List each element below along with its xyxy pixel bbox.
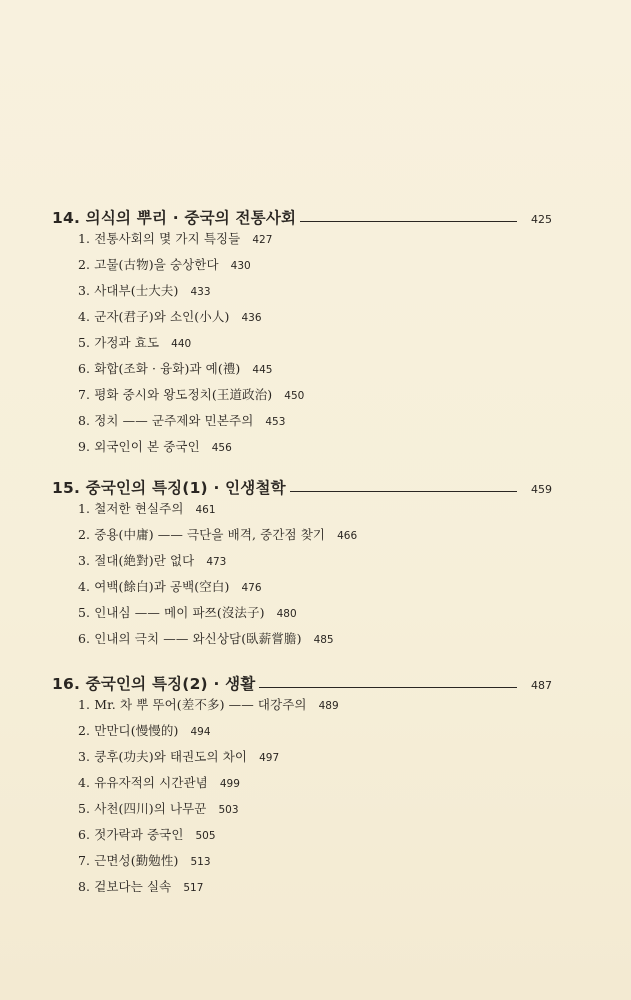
chapter-page-number: 425 bbox=[531, 213, 552, 226]
chapter-title: 16. 중국인의 특징(2) · 생활 bbox=[52, 675, 256, 693]
toc-item bbox=[78, 878, 203, 896]
toc-item bbox=[78, 696, 339, 714]
toc-item-page: 497 bbox=[259, 752, 280, 764]
toc-item-text: 1. 전통사회의 몇 가지 특징들 bbox=[78, 231, 241, 246]
toc-item-page: 513 bbox=[190, 856, 211, 868]
toc-item-page: 466 bbox=[337, 530, 358, 542]
leader-line bbox=[300, 221, 517, 222]
chapter-heading bbox=[52, 669, 552, 693]
toc-item bbox=[78, 748, 279, 766]
toc-item-text: 5. 사천(四川)의 나무꾼 bbox=[78, 801, 207, 816]
toc-item-text: 2. 고물(古物)을 숭상한다 bbox=[78, 257, 219, 272]
toc-item-page: 430 bbox=[230, 260, 251, 272]
toc-item-text: 6. 인내의 극치 —— 와신상담(臥薪嘗膽) bbox=[78, 631, 302, 646]
toc-item bbox=[78, 526, 357, 544]
toc-item bbox=[78, 852, 211, 870]
toc-item bbox=[78, 722, 211, 740]
toc-item bbox=[78, 412, 285, 430]
chapter-page-number: 459 bbox=[531, 483, 552, 496]
toc-item bbox=[78, 360, 272, 378]
toc-item-text: 3. 절대(絶對)란 없다 bbox=[78, 553, 195, 568]
toc-item bbox=[78, 630, 334, 648]
toc-item-text: 7. 평화 중시와 왕도정치(王道政治) bbox=[78, 387, 273, 402]
toc-item-text: 9. 외국인이 본 중국인 bbox=[78, 439, 200, 454]
toc-item-text: 2. 만만디(慢慢的) bbox=[78, 723, 179, 738]
toc-item bbox=[78, 334, 191, 352]
toc-item bbox=[78, 282, 211, 300]
toc-item-text: 5. 인내심 —— 메이 파쯔(沒法子) bbox=[78, 605, 265, 620]
toc-item-text: 3. 쿵후(功夫)와 태권도의 차이 bbox=[78, 749, 248, 764]
toc-item bbox=[78, 256, 251, 274]
toc-item bbox=[78, 500, 216, 518]
toc-item bbox=[78, 386, 304, 404]
toc-item-text: 8. 겉보다는 실속 bbox=[78, 879, 172, 894]
toc-item-page: 436 bbox=[241, 312, 262, 324]
leader-line bbox=[290, 491, 517, 492]
toc-item-page: 473 bbox=[206, 556, 227, 568]
toc-item-page: 517 bbox=[183, 882, 204, 894]
toc-item-text: 8. 정치 —— 군주제와 민본주의 bbox=[78, 413, 254, 428]
toc-item bbox=[78, 604, 297, 622]
toc-item bbox=[78, 774, 240, 792]
toc-item-text: 7. 근면성(勤勉性) bbox=[78, 853, 179, 868]
toc-item-page: 433 bbox=[190, 286, 211, 298]
toc-item-page: 456 bbox=[211, 442, 232, 454]
toc-item bbox=[78, 826, 216, 844]
toc-item bbox=[78, 308, 262, 326]
chapter-title: 14. 의식의 뿌리 · 중국의 전통사회 bbox=[52, 209, 297, 227]
toc-item-page: 476 bbox=[241, 582, 262, 594]
leader-line bbox=[259, 687, 517, 688]
toc-item bbox=[78, 230, 272, 248]
toc-item-page: 440 bbox=[171, 338, 192, 350]
toc-item-text: 6. 화합(조화 · 융화)과 예(禮) bbox=[78, 361, 241, 376]
chapter-title: 15. 중국인의 특징(1) · 인생철학 bbox=[52, 479, 286, 497]
toc-item-text: 1. 철저한 현실주의 bbox=[78, 501, 184, 516]
chapter-page-number: 487 bbox=[531, 679, 552, 692]
toc-item bbox=[78, 578, 262, 596]
toc-item-page: 427 bbox=[252, 234, 273, 246]
toc-item-text: 4. 군자(君子)와 소인(小人) bbox=[78, 309, 230, 324]
toc-item-text: 4. 유유자적의 시간관념 bbox=[78, 775, 208, 790]
toc-item-page: 503 bbox=[218, 804, 239, 816]
toc-item-text: 5. 가정과 효도 bbox=[78, 335, 160, 350]
toc-item-page: 485 bbox=[313, 634, 334, 646]
toc-item-page: 480 bbox=[276, 608, 297, 620]
chapter-heading bbox=[52, 203, 552, 227]
toc-item bbox=[78, 552, 226, 570]
toc-item-page: 489 bbox=[318, 700, 339, 712]
toc-item-page: 499 bbox=[219, 778, 240, 790]
toc-item-page: 450 bbox=[284, 390, 305, 402]
toc-item-text: 3. 사대부(士大夫) bbox=[78, 283, 179, 298]
toc-item-page: 445 bbox=[252, 364, 273, 376]
toc-item-page: 461 bbox=[195, 504, 216, 516]
toc-item-text: 4. 여백(餘白)과 공백(空白) bbox=[78, 579, 230, 594]
toc-item bbox=[78, 438, 232, 456]
toc-item-text: 1. Mr. 차 뿌 뚜어(差不多) —— 대강주의 bbox=[78, 697, 307, 712]
toc-item-page: 494 bbox=[190, 726, 211, 738]
toc-item-text: 6. 젓가락과 중국인 bbox=[78, 827, 184, 842]
chapter-heading bbox=[52, 473, 552, 497]
toc-item-page: 505 bbox=[195, 830, 216, 842]
toc-item bbox=[78, 800, 239, 818]
toc-item-page: 453 bbox=[265, 416, 286, 428]
toc-item-text: 2. 중용(中庸) —— 극단을 배격, 중간점 찾기 bbox=[78, 527, 326, 542]
